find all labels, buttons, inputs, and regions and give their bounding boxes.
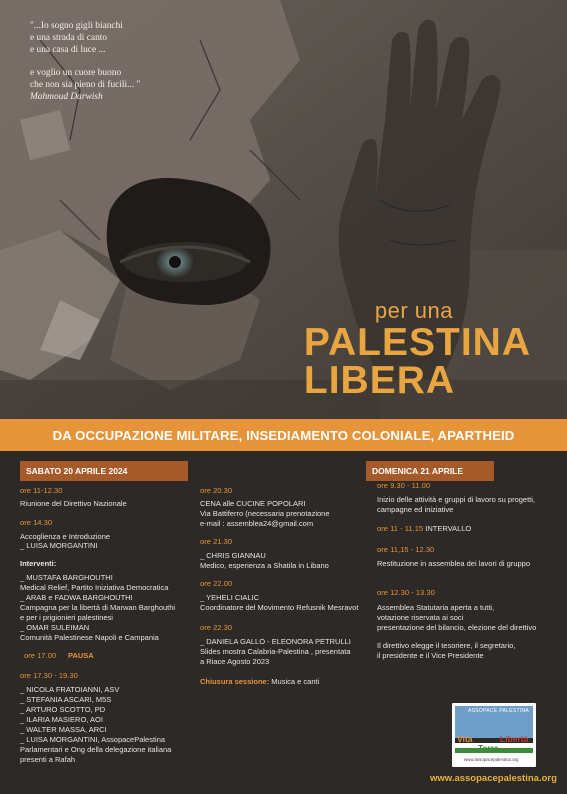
- speaker-role: Medical Relief, Partito Iniziativa Democratica: [20, 583, 169, 592]
- subtitle-text: DA OCCUPAZIONE MILITARE, INSEDIAMENTO COLONIALE, APARTHEID: [52, 427, 515, 443]
- quote-line: e voglio un cuore buono: [30, 67, 122, 78]
- time-label: ore 22.00: [200, 579, 233, 588]
- program-section: [0, 451, 567, 794]
- speaker-name: _ MUSTAFA BARGHOUTHI: [20, 573, 113, 582]
- closing-session: [200, 677, 319, 687]
- closing-text: Musica e canti: [271, 677, 320, 686]
- speaker-role: Medico, esperienza a Shatila in Libano: [200, 561, 329, 570]
- speaker-name: _ CHRIS GIANNAU: [200, 551, 266, 560]
- quote-line: "...Io sogno gigli bianchi: [30, 21, 123, 31]
- speaker-role: Coordinatore del Movimento Refusnik Mesravot: [200, 603, 359, 612]
- speaker-name: _ NICOLA FRATOIANNI, ASV: [20, 685, 120, 694]
- speaker-name: _ OMAR SULEIMAN: [20, 623, 90, 632]
- speaker-role: a Riace Agosto 2023: [200, 657, 270, 666]
- pause-label: PAUSA: [68, 651, 94, 660]
- time-label: ore 22.30: [200, 623, 233, 632]
- event-text: Accoglienza e Introduzione: [20, 532, 111, 541]
- speaker-role: Slides mostra Calabria-Palestina , presentata: [200, 647, 351, 656]
- interval-row: [377, 524, 471, 534]
- section-label: Interventi:: [20, 559, 57, 568]
- speaker-role: Parlamentari e Ong della delegazione italiana: [20, 745, 172, 754]
- speaker-name: _ STEFANIA ASCARI, M5S: [20, 695, 112, 704]
- quote-author: Mahmoud Darwish: [30, 92, 103, 103]
- speaker-name: _ ARTURO SCOTTO, PD: [20, 705, 106, 714]
- speaker-role: Campagna per la libertà di Marwan Barghouthi: [20, 603, 176, 612]
- event-text: Riunione del Direttivo Nazionale: [20, 499, 127, 508]
- time-label: ore 20.30: [200, 486, 233, 495]
- title-line-palestina: PALESTINA: [303, 321, 531, 364]
- speaker-role: e per i prigionieri palestinesi: [20, 613, 113, 622]
- website-link[interactable]: www.assopacepalestina.org: [430, 773, 557, 784]
- event-text: Il direttivo elegge il tesoriere, il segretario,: [377, 641, 516, 650]
- event-text: il presidente e il Vice Presidente: [377, 651, 484, 660]
- closing-label: Chiusura sessione:: [200, 677, 270, 686]
- speaker-name: _ LUISA MORGANTINI, AssopacePalestina: [20, 735, 166, 744]
- time-label: ore 14.30: [20, 518, 53, 527]
- time-label: ore 17.00: [24, 651, 57, 660]
- time-label: ore 12.30 - 13.30: [377, 588, 435, 597]
- logo-word-terra: Terra: [478, 743, 499, 753]
- quote-line: e una strada di canto: [30, 33, 108, 44]
- speaker-role: presenti a Rafah: [20, 755, 76, 764]
- event-text: INTERVALLO: [425, 524, 472, 533]
- event-title: [304, 298, 531, 400]
- time-label: ore 11-12.30: [20, 486, 63, 495]
- event-text: votazione riservata ai soci: [377, 613, 464, 622]
- logo-word-liberta: Libertà: [500, 734, 529, 744]
- title-line-libera: LIBERA: [303, 359, 456, 402]
- event-text: Inizio delle attività e gruppi di lavoro su progetti,: [377, 495, 536, 504]
- time-label: ore 11,15 - 12.30: [377, 545, 435, 554]
- time-label: ore 11 - 11.15: [377, 524, 424, 533]
- event-text: presentazione del bilancio, elezione del direttivo: [377, 623, 537, 632]
- logo-url: www.assopacepalestina.org: [464, 757, 519, 762]
- saturday-header: SABATO 20 APRILE 2024: [20, 461, 188, 481]
- speaker-name: _ WALTER MASSA, ARCI: [20, 725, 107, 734]
- speaker-role: Comunità Palestinese Napoli e Campania: [20, 633, 159, 642]
- sunday-header: DOMENICA 21 APRILE: [366, 461, 494, 481]
- subtitle-banner: [0, 419, 567, 451]
- speaker-name: _ ARAB e FADWA BARGHOUTHI: [20, 593, 133, 602]
- email-text: e-mail : assemblea24@gmail.com: [200, 519, 314, 528]
- event-text: Restituzione in assemblea dei lavori di gruppo: [377, 559, 531, 568]
- event-text: campagne ed iniziative: [377, 505, 454, 514]
- speaker-name: _ LUISA MORGANTINI: [20, 541, 98, 550]
- logo-word-vita: Vita: [457, 734, 473, 744]
- speaker-name: _ DANIELA GALLO - ELEONORA PETRULLI: [200, 637, 351, 646]
- time-label: ore 17.30 - 19.30: [20, 671, 78, 680]
- title-prefix: per una: [374, 298, 453, 323]
- logo-org-name: ASSOPACE PALESTINA: [468, 708, 530, 714]
- time-label: ore 9.30 - 11.00: [377, 481, 431, 490]
- event-text: Via Battiferro (necessaria prenotazione: [200, 509, 330, 518]
- event-text: CENA alle CUCINE POPOLARI: [200, 499, 306, 508]
- speaker-name: _ ILARIA MASIERO, AOI: [20, 715, 103, 724]
- event-text: Assemblea Statutaria aperta a tutti,: [377, 603, 495, 612]
- quote-line: che non sia pieno di fucili... ": [30, 79, 141, 90]
- quote-line: e una casa di luce ...: [30, 45, 106, 56]
- assopace-logo: [452, 703, 536, 767]
- speaker-name: _ YEHELI CIALIC: [200, 593, 260, 602]
- poem-quote: [30, 20, 230, 103]
- time-label: ore 21.30: [200, 537, 233, 546]
